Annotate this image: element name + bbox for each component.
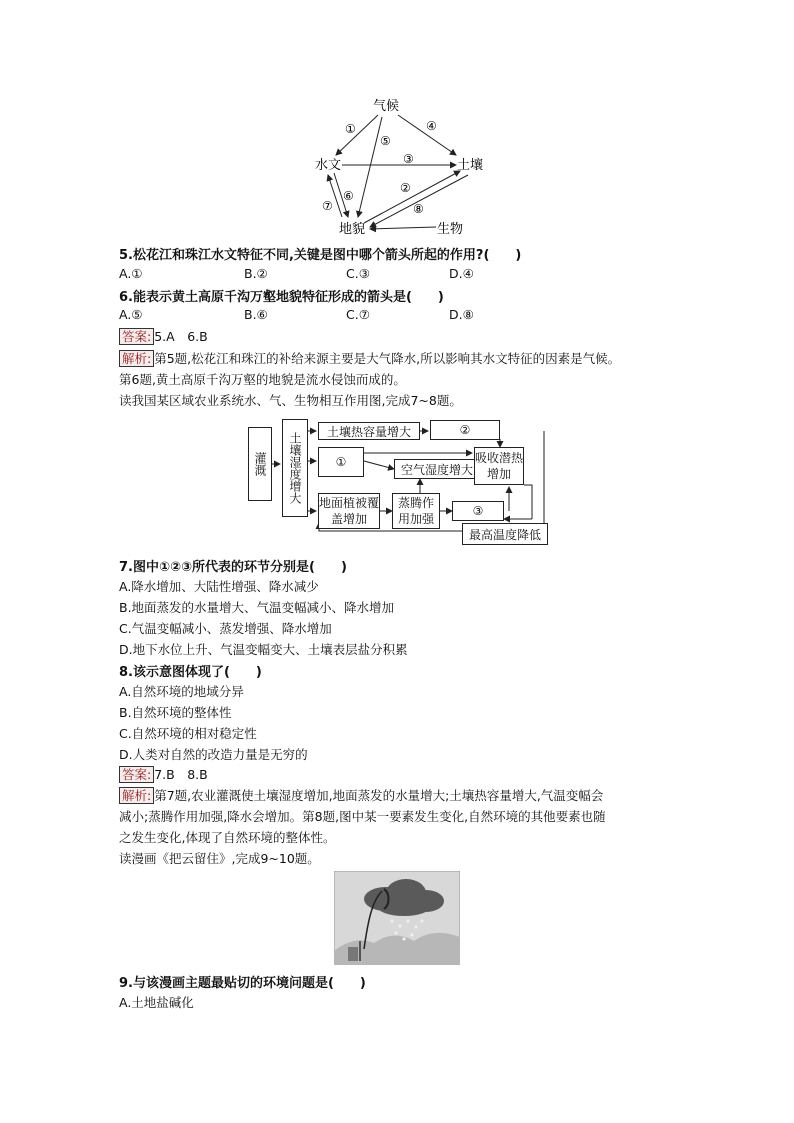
q5-option-a[interactable]: A.①	[119, 266, 143, 281]
q6-option-b[interactable]: B.⑥	[244, 307, 268, 322]
q8-option-d[interactable]: D.人类对自然的改造力量是无穷的	[119, 747, 308, 762]
max-temp-box: 最高温度降低	[462, 523, 548, 545]
circle2-box: ②	[430, 420, 500, 440]
cartoon-keep-clouds	[334, 871, 460, 965]
answer-7-8: 答案: 7.B 8.B	[119, 765, 208, 783]
node-climate: 气候	[372, 99, 400, 114]
node-hydro: 水文	[314, 158, 342, 173]
q9-stem: 9.与该漫画主题最贴切的环境问题是( )	[119, 976, 366, 991]
arrow-label-8: ⑧	[413, 202, 424, 216]
arrow-label-4: ④	[426, 119, 437, 133]
heat-capacity-box: 土壤热容量增大	[318, 422, 420, 440]
arrow-label-6: ⑥	[343, 189, 354, 203]
explanation-5-6-line2: 第6题,黄土高原千沟万壑的地貌是流水侵蚀而成的。	[119, 372, 406, 387]
q7-option-c[interactable]: C.气温变幅减小、蒸发增强、降水增加	[119, 621, 332, 636]
q6-option-d[interactable]: D.⑧	[449, 307, 474, 322]
q6-option-a[interactable]: A.⑤	[119, 307, 143, 322]
elements-diagram	[300, 95, 500, 240]
agri-diagram	[244, 419, 552, 547]
q5-option-c[interactable]: C.③	[346, 266, 370, 281]
transpiration-box: 蒸腾作用加强	[392, 493, 440, 529]
answer-tag: 答案:	[119, 766, 154, 783]
circle1-box: ①	[318, 447, 364, 477]
arrow-label-7: ⑦	[322, 199, 333, 213]
explanation-7-8-line2: 减小;蒸腾作用加强,降水会增加。第8题,图中某一要素发生变化,自然环境的其他要素也随	[119, 809, 606, 824]
q7-option-a[interactable]: A.降水增加、大陆性增强、降水减少	[119, 579, 319, 594]
q5-stem: 5.松花江和珠江水文特征不同,关键是图中哪个箭头所起的作用?( )	[119, 248, 522, 263]
q8-option-b[interactable]: B.自然环境的整体性	[119, 705, 232, 720]
q5-option-d[interactable]: D.④	[449, 266, 474, 281]
explanation-5-6: 解析: 第5题,松花江和珠江的补给来源主要是大气降水,所以影响其水文特征的因素是气候。	[119, 349, 620, 367]
explanation-tag: 解析:	[119, 350, 154, 367]
arrow-label-3: ③	[403, 152, 414, 166]
explanation-7-8-line3: 之发生变化,体现了自然环境的整体性。	[119, 830, 336, 845]
q6-stem: 6.能表示黄土高原千沟万壑地貌特征形成的箭头是( )	[119, 290, 444, 305]
q7-option-b[interactable]: B.地面蒸发的水量增大、气温变幅减小、降水增加	[119, 600, 395, 615]
q8-stem: 8.该示意图体现了( )	[119, 665, 262, 680]
latent-heat-box: 吸收潜热增加	[474, 447, 524, 485]
node-landform: 地貌	[338, 222, 366, 237]
arrow-label-5: ⑤	[380, 134, 391, 148]
node-bio: 生物	[436, 222, 464, 237]
explanation-7-8: 解析: 第7题,农业灌溉使土壤湿度增加,地面蒸发的水量增大;土壤热容量增大,气温变幅会	[119, 786, 603, 804]
q8-option-c[interactable]: C.自然环境的相对稳定性	[119, 726, 257, 741]
explanation-tag: 解析:	[119, 787, 154, 804]
q8-option-a[interactable]: A.自然环境的地域分异	[119, 684, 244, 699]
arrow-label-1: ①	[345, 122, 356, 136]
soil-humidity-box: 土壤湿度增大	[282, 419, 308, 517]
q9-option-a[interactable]: A.土地盐碱化	[119, 995, 194, 1010]
intro-7-8: 读我国某区域农业系统水、气、生物相互作用图,完成7~8题。	[119, 393, 462, 408]
circle3-box: ③	[452, 501, 504, 521]
q7-stem: 7.图中①②③所代表的环节分别是( )	[119, 560, 347, 575]
irrigation-box: 灌溉	[248, 427, 272, 501]
q5-option-b[interactable]: B.②	[244, 266, 268, 281]
answer-tag: 答案:	[119, 328, 154, 345]
vegetation-box: 地面植被覆盖增加	[318, 493, 380, 529]
q7-option-d[interactable]: D.地下水位上升、气温变幅变大、土壤表层盐分积累	[119, 642, 408, 657]
air-humidity-box: 空气湿度增大	[394, 459, 480, 479]
node-soil: 土壤	[456, 158, 484, 173]
arrow-label-2: ②	[400, 181, 411, 195]
q6-option-c[interactable]: C.⑦	[346, 307, 370, 322]
answer-5-6: 答案: 5.A 6.B	[119, 327, 208, 345]
intro-9-10: 读漫画《把云留住》,完成9~10题。	[119, 851, 320, 866]
